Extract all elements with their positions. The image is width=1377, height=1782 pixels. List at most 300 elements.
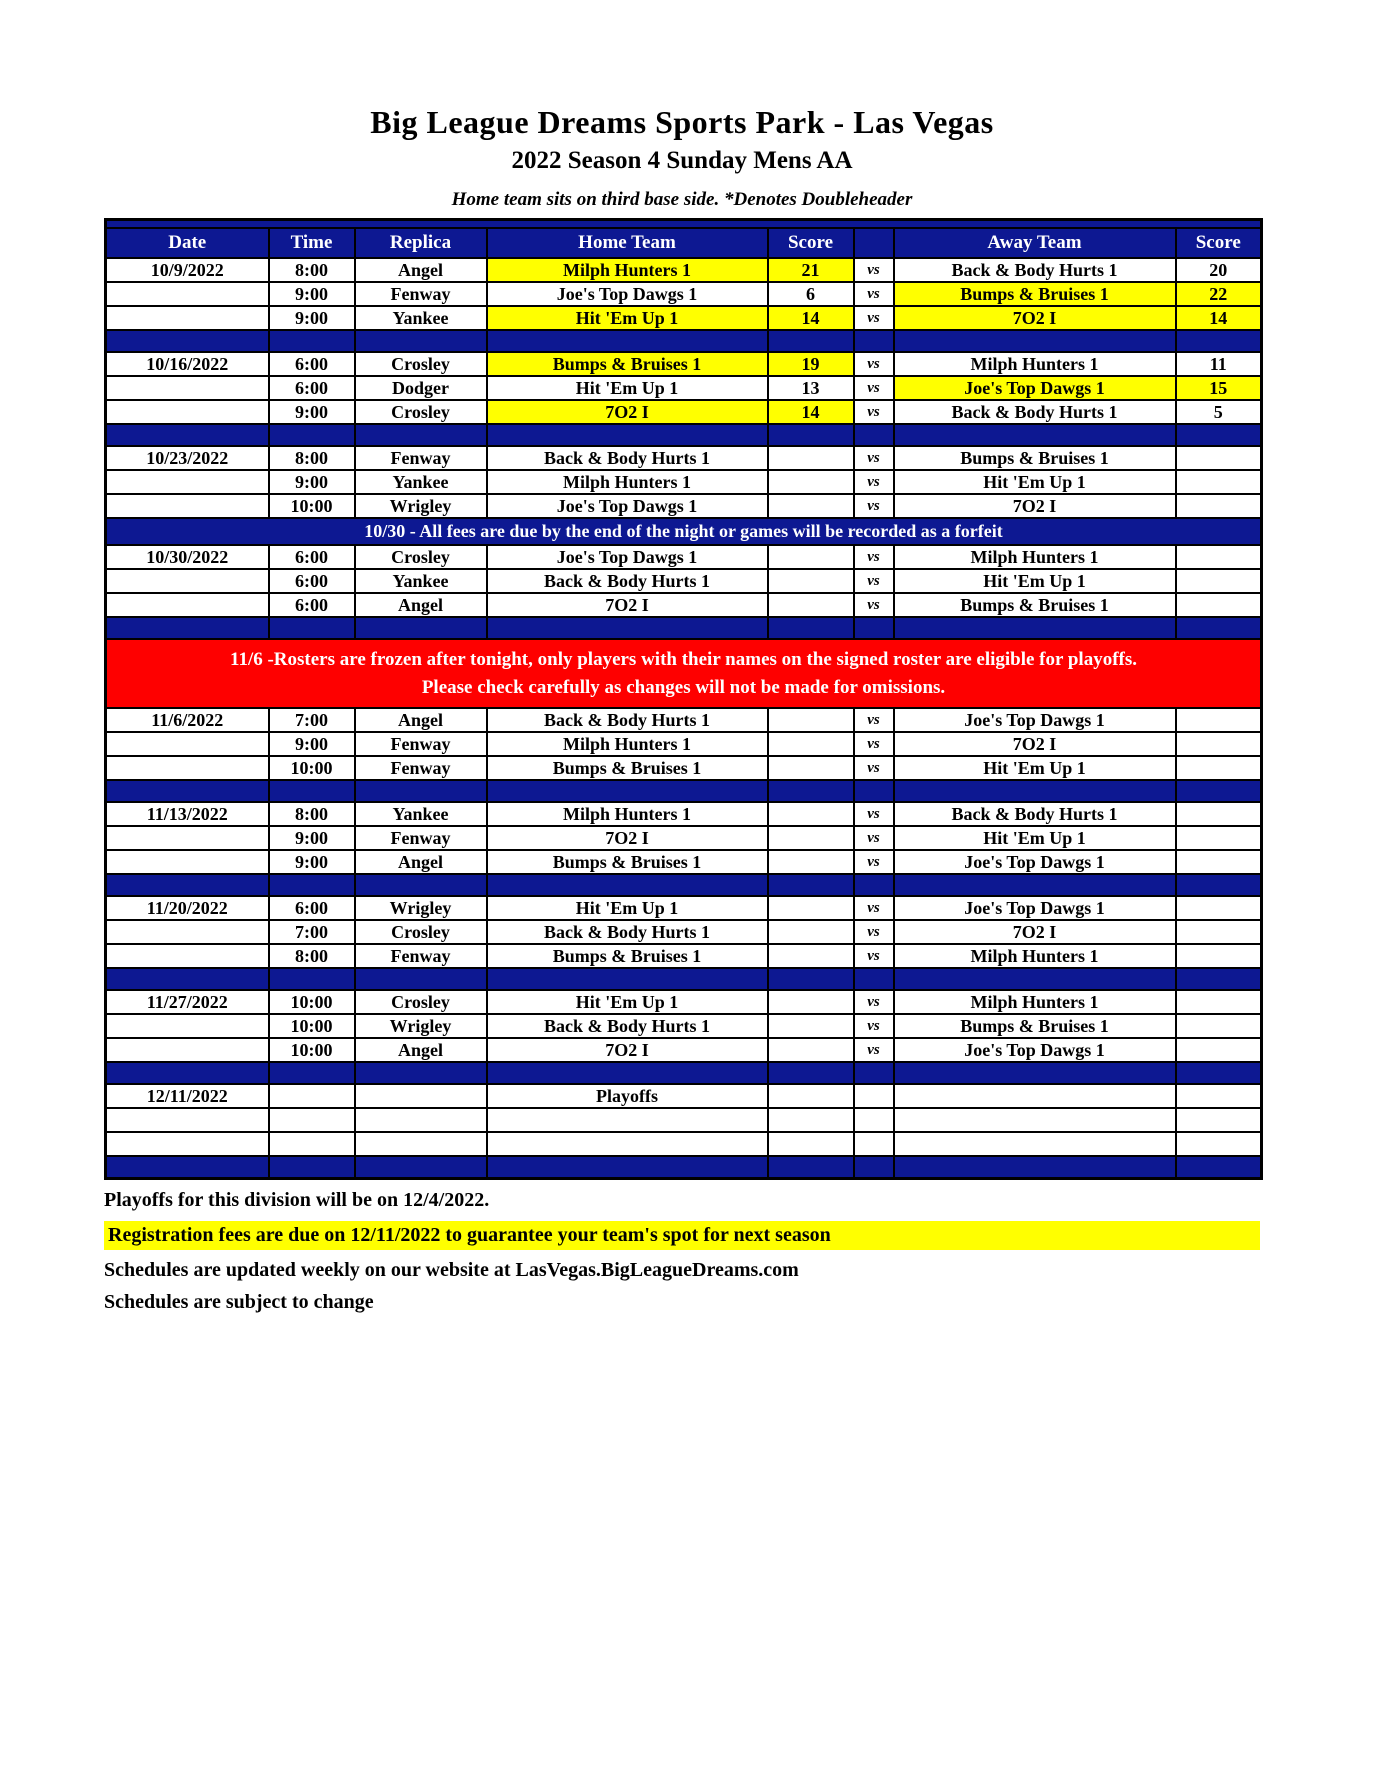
vs-label (854, 617, 894, 639)
time-cell: 6:00 (269, 896, 355, 920)
game-row (106, 990, 1262, 1014)
away-team-cell: Hit 'Em Up 1 (894, 569, 1176, 593)
time-cell: 9:00 (269, 826, 355, 850)
date-cell (106, 920, 269, 944)
home-team-cell (487, 424, 768, 446)
time-cell: 10:00 (269, 1014, 355, 1038)
time-cell: 8:00 (269, 802, 355, 826)
replica-cell: Yankee (355, 470, 487, 494)
vs-label: vs (854, 494, 894, 518)
game-row (106, 545, 1262, 569)
footer-block (104, 1189, 1260, 1314)
date-cell (106, 424, 269, 446)
game-row (106, 920, 1262, 944)
replica-cell: Angel (355, 258, 487, 282)
away-score-cell (1176, 424, 1262, 446)
home-team-cell (487, 1132, 768, 1156)
home-score-cell (768, 545, 854, 569)
vs-label: vs (854, 258, 894, 282)
footer-registration-note: Registration fees are due on 12/11/2022 to guarantee your team's spot for next season (104, 1221, 1260, 1250)
away-score-cell (1176, 330, 1262, 352)
date-cell (106, 1132, 269, 1156)
home-score-cell (768, 896, 854, 920)
vs-label: vs (854, 282, 894, 306)
footer-change-note: Schedules are subject to change (104, 1291, 374, 1314)
note-row (106, 518, 1262, 545)
home-score-cell (768, 1014, 854, 1038)
away-team-cell: Milph Hunters 1 (894, 352, 1176, 376)
vs-label (854, 1062, 894, 1084)
time-cell: 9:00 (269, 282, 355, 306)
date-cell (106, 400, 269, 424)
home-team-cell: Bumps & Bruises 1 (487, 352, 768, 376)
date-cell: 10/23/2022 (106, 446, 269, 470)
away-score-cell (1176, 968, 1262, 990)
date-cell: 10/30/2022 (106, 545, 269, 569)
away-score-cell (1176, 756, 1262, 780)
home-team-cell (487, 617, 768, 639)
home-score-cell (768, 850, 854, 874)
home-score-cell (768, 1108, 854, 1132)
date-cell (106, 850, 269, 874)
away-team-cell: Back & Body Hurts 1 (894, 400, 1176, 424)
replica-cell (355, 968, 487, 990)
roster-banner-line: 11/6 -Rosters are frozen after tonight, only players with their names on the signed roster are eligible for playoffs. (230, 649, 1137, 670)
replica-cell: Angel (355, 1038, 487, 1062)
replica-cell: Fenway (355, 756, 487, 780)
time-cell (269, 968, 355, 990)
date-cell: 11/13/2022 (106, 802, 269, 826)
game-row (106, 258, 1262, 282)
home-team-cell: Joe's Top Dawgs 1 (487, 545, 768, 569)
home-score-cell (768, 708, 854, 732)
away-score-cell (1176, 802, 1262, 826)
away-score-cell (1176, 470, 1262, 494)
date-cell (106, 944, 269, 968)
away-team-cell: Hit 'Em Up 1 (894, 756, 1176, 780)
away-score-cell (1176, 850, 1262, 874)
away-score-cell: 5 (1176, 400, 1262, 424)
vs-label (854, 330, 894, 352)
spacer-row (106, 1062, 1262, 1084)
vs-label: vs (854, 990, 894, 1014)
time-cell: 9:00 (269, 470, 355, 494)
away-score-cell: 22 (1176, 282, 1262, 306)
banner-row (106, 639, 1262, 708)
date-cell (106, 569, 269, 593)
home-score-cell: 13 (768, 376, 854, 400)
game-row (106, 1014, 1262, 1038)
vs-label: vs (854, 850, 894, 874)
away-score-cell (1176, 1108, 1262, 1132)
playoffs-row (106, 1084, 1262, 1108)
home-team-cell: 7O2 I (487, 826, 768, 850)
home-score-cell (768, 732, 854, 756)
home-team-note: Home team sits on third base side. *Denotes Doubleheader (451, 189, 913, 210)
replica-cell: Crosley (355, 990, 487, 1014)
away-score-cell (1176, 990, 1262, 1014)
col-header-away-team: Away Team (894, 228, 1176, 258)
home-score-cell (768, 470, 854, 494)
away-team-cell (894, 330, 1176, 352)
empty-row (106, 1108, 1262, 1132)
away-team-cell (894, 1062, 1176, 1084)
home-team-cell: Joe's Top Dawgs 1 (487, 282, 768, 306)
home-score-cell (768, 990, 854, 1014)
vs-label (854, 968, 894, 990)
replica-cell: Fenway (355, 282, 487, 306)
vs-label: vs (854, 1038, 894, 1062)
home-score-cell (768, 1084, 854, 1108)
away-team-cell: Bumps & Bruises 1 (894, 282, 1176, 306)
replica-cell: Crosley (355, 352, 487, 376)
time-cell: 9:00 (269, 306, 355, 330)
game-row (106, 376, 1262, 400)
date-cell (106, 470, 269, 494)
col-header-away-score: Score (1176, 228, 1262, 258)
time-cell (269, 1156, 355, 1179)
replica-cell: Fenway (355, 826, 487, 850)
date-cell: 11/20/2022 (106, 896, 269, 920)
away-team-cell: Bumps & Bruises 1 (894, 593, 1176, 617)
replica-cell: Crosley (355, 920, 487, 944)
away-score-cell: 15 (1176, 376, 1262, 400)
away-score-cell (1176, 1084, 1262, 1108)
away-score-cell (1176, 732, 1262, 756)
date-cell (106, 376, 269, 400)
home-team-cell: 7O2 I (487, 593, 768, 617)
time-cell: 7:00 (269, 920, 355, 944)
time-cell: 8:00 (269, 258, 355, 282)
replica-cell: Yankee (355, 569, 487, 593)
fees-note-cell: 10/30 - All fees are due by the end of the night or games will be recorded as a forfeit (106, 518, 1262, 545)
away-score-cell (1176, 494, 1262, 518)
away-team-cell: Back & Body Hurts 1 (894, 802, 1176, 826)
roster-banner-cell (106, 639, 1262, 708)
date-cell (106, 282, 269, 306)
replica-cell (355, 1084, 487, 1108)
game-row (106, 896, 1262, 920)
game-row (106, 306, 1262, 330)
replica-cell: Fenway (355, 944, 487, 968)
replica-cell (355, 1062, 487, 1084)
away-team-cell (894, 968, 1176, 990)
time-cell: 10:00 (269, 756, 355, 780)
home-team-cell (487, 780, 768, 802)
home-score-cell (768, 494, 854, 518)
vs-label: vs (854, 306, 894, 330)
time-cell: 10:00 (269, 1038, 355, 1062)
home-score-cell (768, 1038, 854, 1062)
home-score-cell (768, 920, 854, 944)
spacer-row (106, 424, 1262, 446)
time-cell: 6:00 (269, 376, 355, 400)
away-score-cell (1176, 708, 1262, 732)
replica-cell: Wrigley (355, 896, 487, 920)
home-score-cell (768, 593, 854, 617)
home-team-cell: Joe's Top Dawgs 1 (487, 494, 768, 518)
home-score-cell (768, 756, 854, 780)
game-row (106, 352, 1262, 376)
home-team-cell: Milph Hunters 1 (487, 470, 768, 494)
home-team-cell: Back & Body Hurts 1 (487, 708, 768, 732)
home-team-cell (487, 1108, 768, 1132)
home-team-cell: Bumps & Bruises 1 (487, 944, 768, 968)
game-row (106, 569, 1262, 593)
date-cell (106, 593, 269, 617)
game-row (106, 494, 1262, 518)
schedule-table (104, 218, 1263, 1180)
game-row (106, 732, 1262, 756)
home-team-cell (487, 1156, 768, 1179)
home-team-cell (487, 968, 768, 990)
time-cell (269, 1108, 355, 1132)
home-team-cell (487, 330, 768, 352)
away-score-cell (1176, 617, 1262, 639)
date-cell (106, 617, 269, 639)
away-team-cell: Milph Hunters 1 (894, 990, 1176, 1014)
time-cell: 8:00 (269, 446, 355, 470)
spacer-row (106, 330, 1262, 352)
time-cell: 9:00 (269, 732, 355, 756)
vs-label: vs (854, 545, 894, 569)
date-cell (106, 1108, 269, 1132)
home-team-cell: Hit 'Em Up 1 (487, 990, 768, 1014)
away-score-cell (1176, 780, 1262, 802)
date-cell: 10/16/2022 (106, 352, 269, 376)
vs-label (854, 874, 894, 896)
away-team-cell: 7O2 I (894, 732, 1176, 756)
away-score-cell: 11 (1176, 352, 1262, 376)
col-header-home-score: Score (768, 228, 854, 258)
away-score-cell (1176, 446, 1262, 470)
away-score-cell (1176, 896, 1262, 920)
away-score-cell: 14 (1176, 306, 1262, 330)
spacer-row (106, 874, 1262, 896)
vs-label: vs (854, 826, 894, 850)
vs-label: vs (854, 920, 894, 944)
date-cell (106, 1062, 269, 1084)
game-row (106, 944, 1262, 968)
roster-banner-line: Please check carefully as changes will not be made for omissions. (421, 676, 946, 698)
away-team-cell: Joe's Top Dawgs 1 (894, 896, 1176, 920)
replica-cell: Angel (355, 593, 487, 617)
away-score-cell (1176, 569, 1262, 593)
time-cell: 9:00 (269, 850, 355, 874)
home-team-cell: Bumps & Bruises 1 (487, 850, 768, 874)
vs-label (854, 424, 894, 446)
away-team-cell (894, 1108, 1176, 1132)
vs-label: vs (854, 470, 894, 494)
home-score-cell (768, 1062, 854, 1084)
vs-label: vs (854, 708, 894, 732)
away-team-cell: Joe's Top Dawgs 1 (894, 376, 1176, 400)
away-team-cell (894, 617, 1176, 639)
away-score-cell (1176, 1062, 1262, 1084)
vs-label: vs (854, 896, 894, 920)
away-score-cell: 20 (1176, 258, 1262, 282)
home-score-cell: 14 (768, 400, 854, 424)
time-cell: 6:00 (269, 569, 355, 593)
col-header-home-team: Home Team (487, 228, 768, 258)
home-score-cell (768, 780, 854, 802)
replica-cell: Fenway (355, 446, 487, 470)
time-cell: 6:00 (269, 545, 355, 569)
replica-cell: Fenway (355, 732, 487, 756)
away-team-cell: Bumps & Bruises 1 (894, 446, 1176, 470)
away-team-cell: Joe's Top Dawgs 1 (894, 708, 1176, 732)
replica-cell (355, 330, 487, 352)
home-score-cell: 6 (768, 282, 854, 306)
away-score-cell (1176, 944, 1262, 968)
time-cell (269, 330, 355, 352)
time-cell: 10:00 (269, 990, 355, 1014)
time-cell: 8:00 (269, 944, 355, 968)
date-cell: 11/6/2022 (106, 708, 269, 732)
date-cell (106, 968, 269, 990)
date-cell (106, 826, 269, 850)
away-team-cell (894, 874, 1176, 896)
schedule-sheet (104, 0, 1260, 1314)
home-team-cell (487, 874, 768, 896)
time-cell: 9:00 (269, 400, 355, 424)
date-cell (106, 780, 269, 802)
vs-label (854, 1156, 894, 1179)
home-score-cell (768, 968, 854, 990)
time-cell: 7:00 (269, 708, 355, 732)
vs-label (854, 780, 894, 802)
date-cell (106, 732, 269, 756)
home-score-cell (768, 330, 854, 352)
time-cell (269, 1132, 355, 1156)
away-team-cell (894, 1084, 1176, 1108)
away-score-cell (1176, 874, 1262, 896)
replica-cell (355, 1108, 487, 1132)
home-team-cell: Milph Hunters 1 (487, 258, 768, 282)
replica-cell (355, 874, 487, 896)
top-strip-cell (106, 220, 1262, 229)
home-score-cell (768, 944, 854, 968)
time-cell (269, 617, 355, 639)
vs-label: vs (854, 446, 894, 470)
footer-website-note: Schedules are updated weekly on our website at LasVegas.BigLeagueDreams.com (104, 1259, 799, 1282)
table-top-strip (106, 220, 1262, 229)
time-cell (269, 424, 355, 446)
vs-label: vs (854, 732, 894, 756)
time-cell (269, 780, 355, 802)
away-team-cell: 7O2 I (894, 494, 1176, 518)
replica-cell (355, 1156, 487, 1179)
home-score-cell (768, 446, 854, 470)
home-score-cell: 14 (768, 306, 854, 330)
replica-cell (355, 617, 487, 639)
spacer-row (106, 617, 1262, 639)
date-cell (106, 330, 269, 352)
page-title: Big League Dreams Sports Park - Las Vegas (370, 104, 994, 140)
replica-cell: Crosley (355, 400, 487, 424)
replica-cell (355, 1132, 487, 1156)
vs-label (854, 1108, 894, 1132)
home-score-cell (768, 1132, 854, 1156)
away-score-cell (1176, 1132, 1262, 1156)
page-subtitle: 2022 Season 4 Sunday Mens AA (511, 147, 853, 174)
empty-row (106, 1132, 1262, 1156)
game-row (106, 708, 1262, 732)
home-score-cell (768, 617, 854, 639)
home-score-cell (768, 802, 854, 826)
game-row (106, 802, 1262, 826)
date-cell (106, 1156, 269, 1179)
date-cell: 11/27/2022 (106, 990, 269, 1014)
replica-cell (355, 424, 487, 446)
replica-cell: Yankee (355, 306, 487, 330)
home-score-cell: 21 (768, 258, 854, 282)
away-score-cell (1176, 920, 1262, 944)
table-header-row (106, 228, 1262, 258)
spacer-row (106, 1156, 1262, 1179)
away-team-cell: Hit 'Em Up 1 (894, 470, 1176, 494)
time-cell: 10:00 (269, 494, 355, 518)
away-team-cell: Hit 'Em Up 1 (894, 826, 1176, 850)
spacer-row (106, 968, 1262, 990)
date-cell (106, 1014, 269, 1038)
time-cell: 6:00 (269, 593, 355, 617)
spacer-row (106, 780, 1262, 802)
replica-cell: Wrigley (355, 494, 487, 518)
home-score-cell: 19 (768, 352, 854, 376)
away-team-cell: Bumps & Bruises 1 (894, 1014, 1176, 1038)
game-row (106, 400, 1262, 424)
replica-cell (355, 780, 487, 802)
away-score-cell (1176, 1156, 1262, 1179)
home-team-cell: Back & Body Hurts 1 (487, 569, 768, 593)
col-header-time: Time (269, 228, 355, 258)
replica-cell: Wrigley (355, 1014, 487, 1038)
away-team-cell: 7O2 I (894, 306, 1176, 330)
date-cell: 12/11/2022 (106, 1084, 269, 1108)
col-header-date: Date (106, 228, 269, 258)
away-team-cell (894, 1132, 1176, 1156)
home-team-cell: 7O2 I (487, 400, 768, 424)
date-cell (106, 1038, 269, 1062)
vs-label: vs (854, 400, 894, 424)
footer-playoffs-note: Playoffs for this division will be on 12/4/2022. (104, 1189, 490, 1212)
date-cell (106, 494, 269, 518)
date-cell (106, 874, 269, 896)
home-team-cell: Back & Body Hurts 1 (487, 446, 768, 470)
vs-label: vs (854, 802, 894, 826)
vs-label: vs (854, 352, 894, 376)
game-row (106, 756, 1262, 780)
vs-label: vs (854, 593, 894, 617)
time-cell: 6:00 (269, 352, 355, 376)
home-score-cell (768, 569, 854, 593)
table-body (106, 258, 1262, 1179)
date-cell (106, 756, 269, 780)
away-team-cell: Joe's Top Dawgs 1 (894, 1038, 1176, 1062)
away-team-cell: Joe's Top Dawgs 1 (894, 850, 1176, 874)
date-cell: 10/9/2022 (106, 258, 269, 282)
game-row (106, 446, 1262, 470)
date-cell (106, 306, 269, 330)
away-team-cell: Milph Hunters 1 (894, 944, 1176, 968)
vs-label: vs (854, 376, 894, 400)
time-cell (269, 874, 355, 896)
away-team-cell: 7O2 I (894, 920, 1176, 944)
replica-cell: Crosley (355, 545, 487, 569)
header-block (104, 0, 1260, 211)
away-team-cell (894, 780, 1176, 802)
